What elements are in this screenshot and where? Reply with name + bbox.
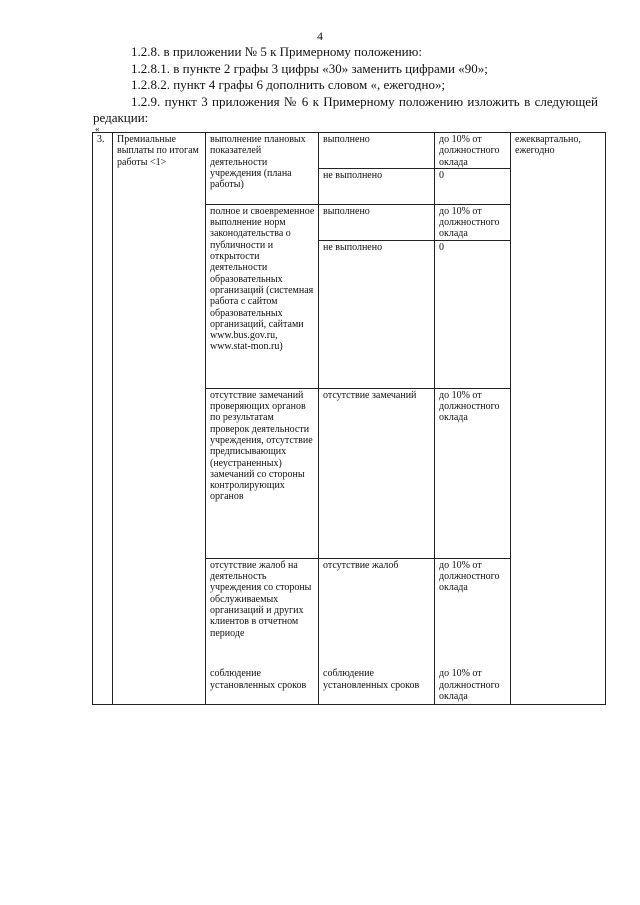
condition-cell: выполнено xyxy=(319,204,435,240)
criterion-cell: полное и своевременное выполнение норм законодательства о публичности и открытости деятельности образовательных организаций (системная работа с сайтом образовательных организаций, сайтами www.bus.gov.ru, www.stat-mon.ru) xyxy=(206,204,319,388)
condition-cell: выполнено xyxy=(319,133,435,169)
table-row xyxy=(93,133,606,169)
criterion-cell: отсутствие жалоб на деятельность учреждения со стороны обслуживаемых организаций и других клиентов в отчетном периоде xyxy=(206,558,319,662)
condition-cell: не выполнено xyxy=(319,168,435,204)
amount-cell: до 10% от должностного оклада xyxy=(435,133,511,169)
paragraph-1-2-8-1: 1.2.8.1. в пункте 2 графы 3 цифры «30» заменить цифрами «90»; xyxy=(131,60,488,76)
payment-type: Премиальные выплаты по итогам работы <1> xyxy=(113,133,206,705)
amount-cell: до 10% от должностного оклада xyxy=(435,388,511,558)
amount-cell: 0 xyxy=(435,240,511,388)
criterion-cell: соблюдение установленных сроков xyxy=(206,662,319,704)
amount-cell: до 10% от должностного оклада xyxy=(435,558,511,662)
paragraph-1-2-8-2: 1.2.8.2. пункт 4 графы 6 дополнить словом «, ежегодно»; xyxy=(131,77,446,92)
condition-cell: отсутствие замечаний xyxy=(319,388,435,558)
page-number: 4 xyxy=(317,29,323,43)
criterion-cell: отсутствие замечаний проверяющих органов по результатам проверок деятельности учреждения, отсутствие предписывающих (неустраненных) замечаний со стороны контролирующих органов xyxy=(206,388,319,558)
condition-cell: соблюдение установленных сроков xyxy=(319,662,435,704)
amendment-text xyxy=(93,44,598,127)
condition-cell: отсутствие жалоб xyxy=(319,558,435,662)
bonus-payments-table xyxy=(92,132,606,705)
payment-frequency: ежеквартально, ежегодно xyxy=(511,133,606,705)
amount-cell: до 10% от должностного оклада xyxy=(435,662,511,704)
item-number: 3. xyxy=(93,133,113,705)
criterion-cell: выполнение плановых показателей деятельности учреждения (плана работы) xyxy=(206,133,319,205)
amount-cell: до 10% от должностного оклада xyxy=(435,204,511,240)
opening-quote: « xyxy=(95,124,100,134)
condition-cell: не выполнено xyxy=(319,240,435,388)
paragraph-1-2-8: 1.2.8. в приложении № 5 к Примерному положению: xyxy=(131,44,422,59)
paragraph-1-2-9: 1.2.9. пункт 3 приложения № 6 к Примерному положению изложить в следующей редакции: xyxy=(93,93,598,125)
amount-cell: 0 xyxy=(435,168,511,204)
